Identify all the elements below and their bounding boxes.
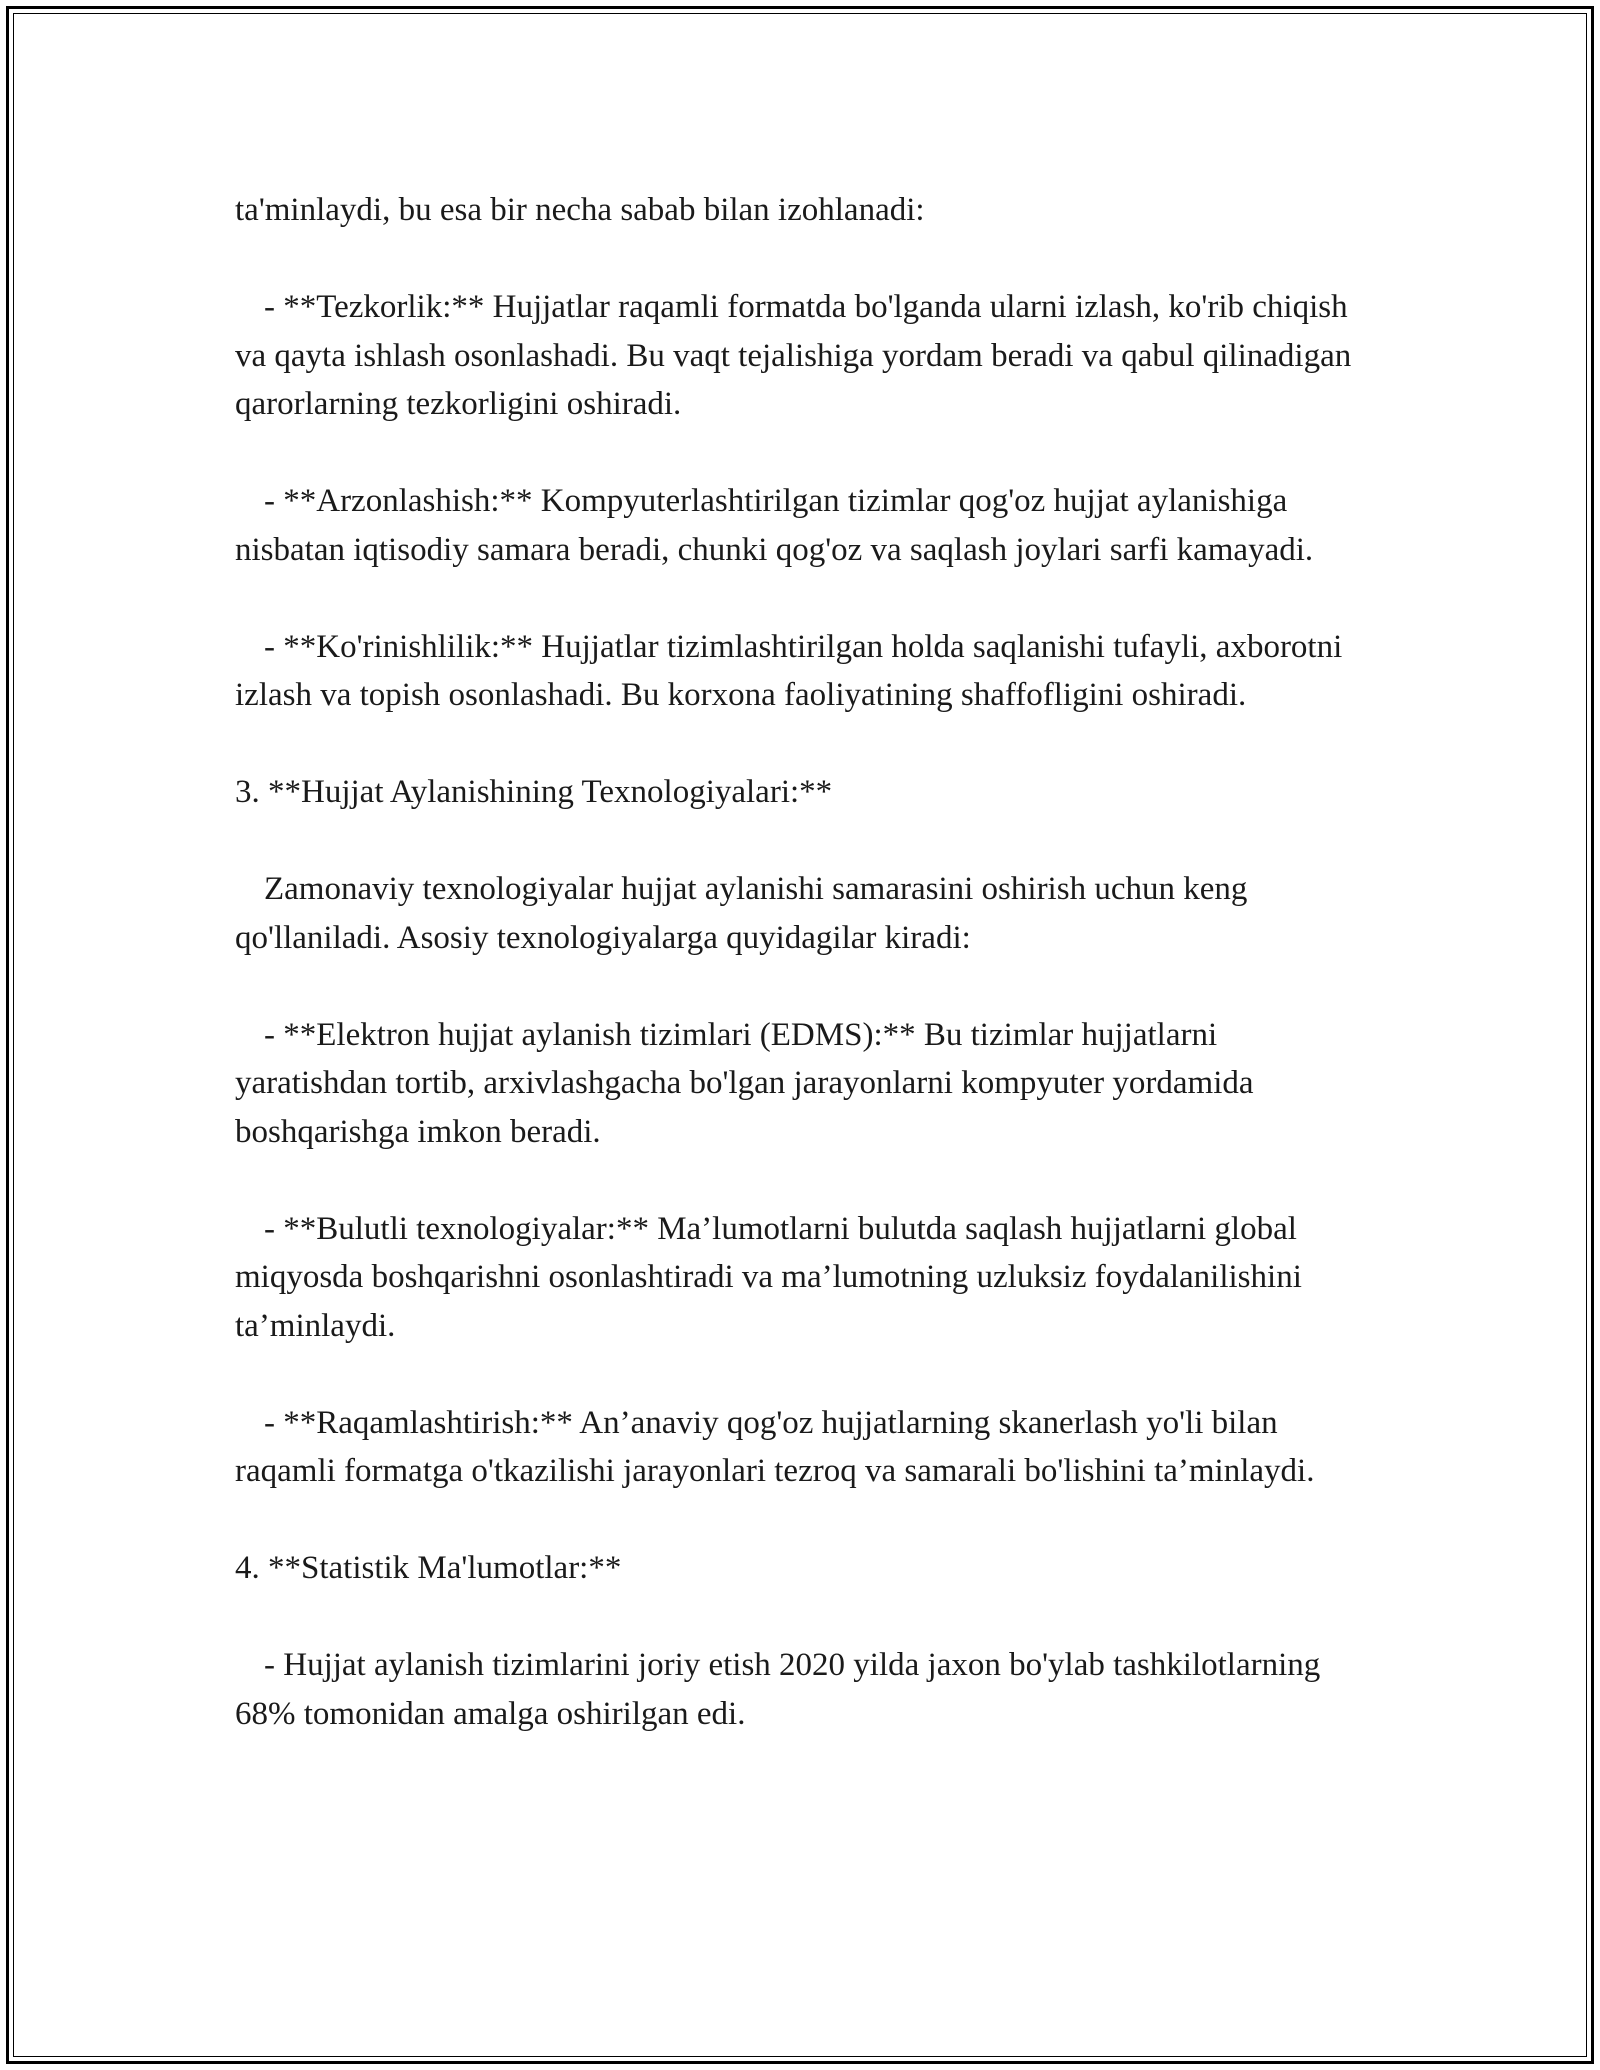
bullet-bulutli: - **Bulutli texnologiyalar:** Ma’lumotlarni bulutda saqlash hujjatlarni global miqyosda boshqarishni osonlashtiradi va ma’lumotning uzluksiz foydalanilishini ta’minlaydi. [235,1210,1311,1344]
bullet-edms: - **Elektron hujjat aylanish tizimlari (EDMS):** Bu tizimlar hujjatlarni yaratishdan tortib, arxivlashgacha bo'lgan jarayonlarni kompyuter yordamida boshqarishga imkon beradi. [235,1016,1262,1150]
document-body [235,186,1375,1738]
bullet-raqamlashtirish: - **Raqamlashtirish:** An’anaviy qog'oz hujjatlarning skanerlash yo'li bilan raqamli formatga o'tkazilishi jarayonlari tezroq va samarali bo'lishini ta’minlaydi. [235,1404,1315,1489]
section-heading-4: 4. **Statistik Ma'lumotlar:** [235,1550,622,1586]
paragraph-intro-continuation: ta'minlaydi, bu esa bir necha sabab bilan izohlanadi: [235,192,925,228]
bullet-arzonlashish: - **Arzonlashish:** Kompyuterlashtirilgan tizimlar qog'oz hujjat aylanishiga nisbatan iqtisodiy samara beradi, chunki qog'oz va saqlash joylari sarfi kamayadi. [235,483,1314,568]
bullet-statistics: - Hujjat aylanish tizimlarini joriy etish 2020 yilda jaxon bo'ylab tashkilotlarning 68% tomonidan amalga oshirilgan edi. [235,1647,1329,1732]
bullet-korinishlilik: - **Ko'rinishlilik:** Hujjatlar tizimlashtirilgan holda saqlanishi tufayli, axborotni izlash va topish osonlashadi. Bu korxona faoliyatining shaffofligini oshiradi. [235,628,1351,713]
section-heading-3: 3. **Hujjat Aylanishining Texnologiyalari:** [235,774,833,810]
bullet-tezkorlik: - **Tezkorlik:** Hujjatlar raqamli formatda bo'lganda ularni izlash, ko'rib chiqish va qayta ishlash osonlashadi. Bu vaqt tejalishiga yordam beradi va qabul qilinadigan qarorlarning tezkorligini oshiradi. [235,289,1360,422]
paragraph-technologies-intro: Zamonaviy texnologiyalar hujjat aylanishi samarasini oshirish uchun keng qo'llaniladi. Asosiy texnologiyalarga quyidagilar kiradi: [235,871,1256,956]
